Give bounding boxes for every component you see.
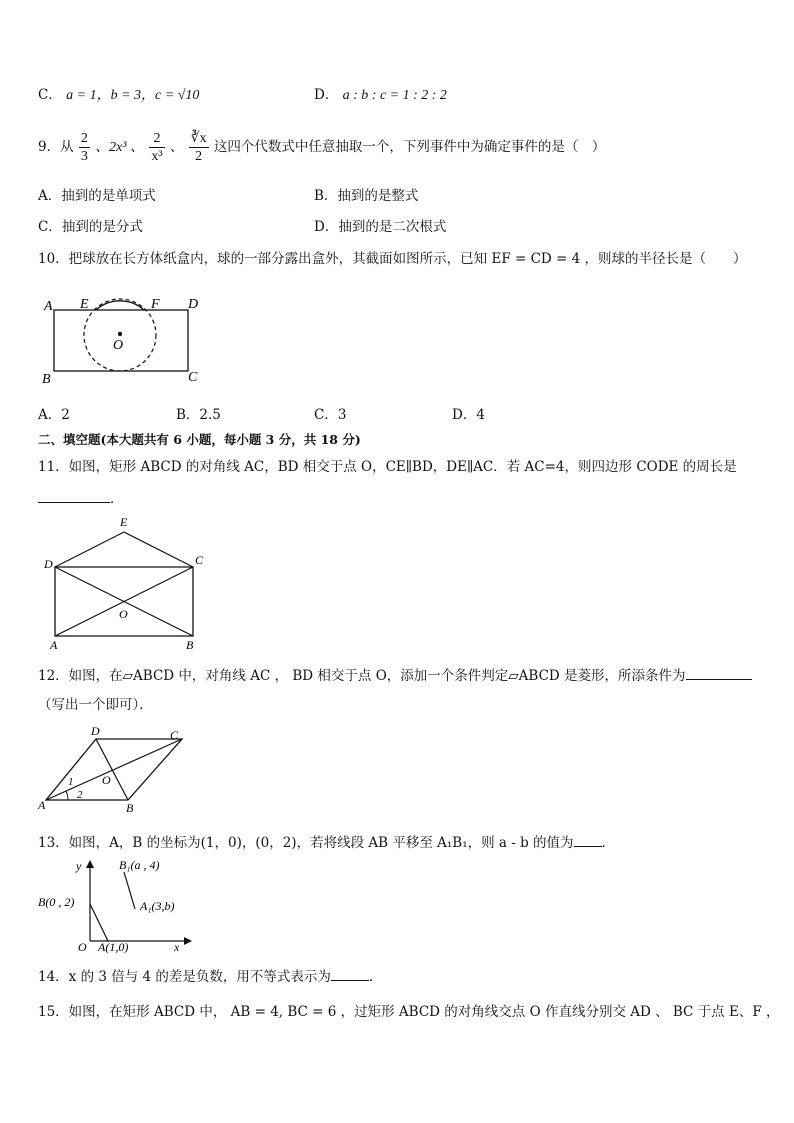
- q9-fraction-3: $\frac{2}{\text{x³}}$: [151, 131, 163, 164]
- q11-figure: [38, 512, 208, 652]
- q9-expr-2: 、2x³ 、: [95, 140, 145, 155]
- q9-stem-text: 这四个代数式中任意抽取一个，下列事件中为确定事件的是（ ）: [213, 139, 606, 155]
- q11-blank[interactable]: [38, 488, 110, 503]
- q13-y-arrow: [86, 860, 94, 868]
- q11-stem: 11．如图，矩形 ABCD 的对角线 AC，BD 相交于点 O，CE∥BD，DE∥AC．若 AC=4，则四边形 CODE 的周长是: [38, 459, 737, 475]
- q10-label-c: C: [188, 370, 198, 385]
- q11-label-e: E: [120, 515, 128, 529]
- q12-blank[interactable]: [686, 665, 752, 680]
- section-heading: 二、填空题(本大题共有 6 小题，每小题 3 分，共 18 分): [38, 432, 361, 447]
- q10-label-b: B: [42, 372, 51, 387]
- q15-stem: 15．如图，在矩形 ABCD 中， AB = 4, BC = 6 ，过矩形 ABCD 的对角线交点 O 作直线分别交 AD 、 BC 于点 E、F ，: [38, 1004, 780, 1020]
- q12-figure: [36, 722, 196, 817]
- q9-option-d: D．抽到的是二次根式: [314, 219, 447, 235]
- q13-segment-ab: [90, 904, 108, 941]
- q10-label-o: O: [113, 338, 124, 353]
- q13-stem: 13．如图，A，B 的坐标为(1，0)，(0，2)，若将线段 AB 平移至 A₁B₁，则 a - b 的值为 ．: [38, 832, 615, 852]
- q13-label-b: B(0 , 2): [38, 895, 75, 909]
- q13-label-x: x: [174, 940, 180, 954]
- q8-option-c: [38, 86, 199, 105]
- q9-number: 9．从: [38, 139, 74, 155]
- q10-label-a: A: [44, 299, 53, 314]
- q11-segment-de: [55, 532, 124, 567]
- q11-label-c: C: [195, 553, 204, 567]
- q12-diagonal-bd: [96, 739, 128, 800]
- q11-label-d: D: [44, 557, 53, 571]
- q10-label-d: D: [188, 297, 199, 312]
- q13-x-arrow: [184, 937, 192, 945]
- q10-option-c: C．3: [314, 407, 347, 423]
- q13-label-y: y: [76, 859, 82, 873]
- q8-option-d: [314, 86, 447, 105]
- q11-answer-line: ．: [38, 488, 124, 508]
- q11-label-o: O: [119, 607, 128, 621]
- q12-label-d: D: [91, 724, 100, 738]
- q13-label-a: A(1,0): [98, 940, 129, 954]
- q11-label-a: A: [50, 638, 58, 652]
- q12-label-a: A: [38, 798, 46, 812]
- q9-option-c: C．抽到的是分式: [38, 219, 143, 235]
- q8-option-c-expr: a = 1，b = 3，c = √10: [66, 88, 200, 103]
- q10-center-dot: [118, 332, 122, 336]
- q12-angle-2: 2: [77, 789, 83, 801]
- q9-option-b: B．抽到的是整式: [314, 188, 419, 204]
- q14-stem: 14．x 的 3 倍与 4 的差是负数，用不等式表示为 ．: [38, 966, 382, 986]
- q13-label-b1: B₁(a , 4): [119, 858, 160, 872]
- q12-angle-arc: [66, 791, 68, 800]
- q12-line2: （写出一个即可）．: [38, 697, 153, 713]
- q9-fraction-4: $\frac{∛x}{2}$: [190, 131, 207, 164]
- q13-stem-text: 13．如图，A，B 的坐标为(1，0)，(0，2)，若将线段 AB 平移至 A₁B₁，则 a - b 的值为: [38, 835, 574, 851]
- q10-option-a: A．2: [38, 407, 70, 423]
- q10-figure: [40, 290, 200, 390]
- q8-option-d-expr: a : b : c = 1 : 2 : 2: [342, 88, 447, 103]
- q13-label-a1: A₁(3,b): [140, 899, 175, 913]
- q11-label-b: B: [186, 638, 194, 652]
- q11-segment-ce: [124, 532, 193, 567]
- q10-option-b: B．2.5: [176, 407, 221, 423]
- q8-option-c-label: C．: [38, 87, 62, 103]
- q12-stem-text: 12．如图，在▱ABCD 中，对角线 AC ， BD 相交于点 O，添加一个条件判定▱ABCD 是菱形，所添条件为: [38, 668, 686, 684]
- q13-figure: [36, 854, 196, 954]
- q10-option-d: D．4: [452, 407, 485, 423]
- q9-fraction-1: $\frac{2}{3}$: [80, 131, 88, 164]
- q14-stem-text: 14．x 的 3 倍与 4 的差是负数，用不等式表示为: [38, 969, 331, 985]
- q10-stem: 10．把球放在长方体纸盒内，球的一部分露出盒外，其截面如图所示，已知 EF = CD = 4 ，则球的半径长是（ ）: [38, 251, 747, 267]
- q12-label-c: C: [170, 728, 179, 742]
- q10-label-e: E: [80, 297, 89, 312]
- q10-label-f: F: [151, 297, 160, 312]
- q10-ball-arc: [96, 301, 144, 310]
- q12-stem: [38, 665, 752, 685]
- q13-label-o: O: [78, 940, 87, 954]
- q12-label-o: O: [102, 773, 111, 787]
- q12-angle-1: 1: [68, 776, 74, 788]
- q9-stem: 9．从 $\frac{2}{3}$ 、2x³ 、 $\frac{2}{\text{x³}}$ 、 $\frac{∛x}{2}$ 这四个代数式中任意抽取一个，下列事件中为确定事件的是（ ）: [38, 131, 606, 164]
- q13-segment-a1b1: [124, 872, 135, 909]
- q14-blank[interactable]: [331, 966, 369, 981]
- q12-label-b: B: [126, 801, 134, 815]
- q9-option-a: A．抽到的是单项式: [38, 188, 156, 204]
- q8-option-d-label: D．: [314, 87, 339, 103]
- q13-blank[interactable]: [574, 832, 602, 847]
